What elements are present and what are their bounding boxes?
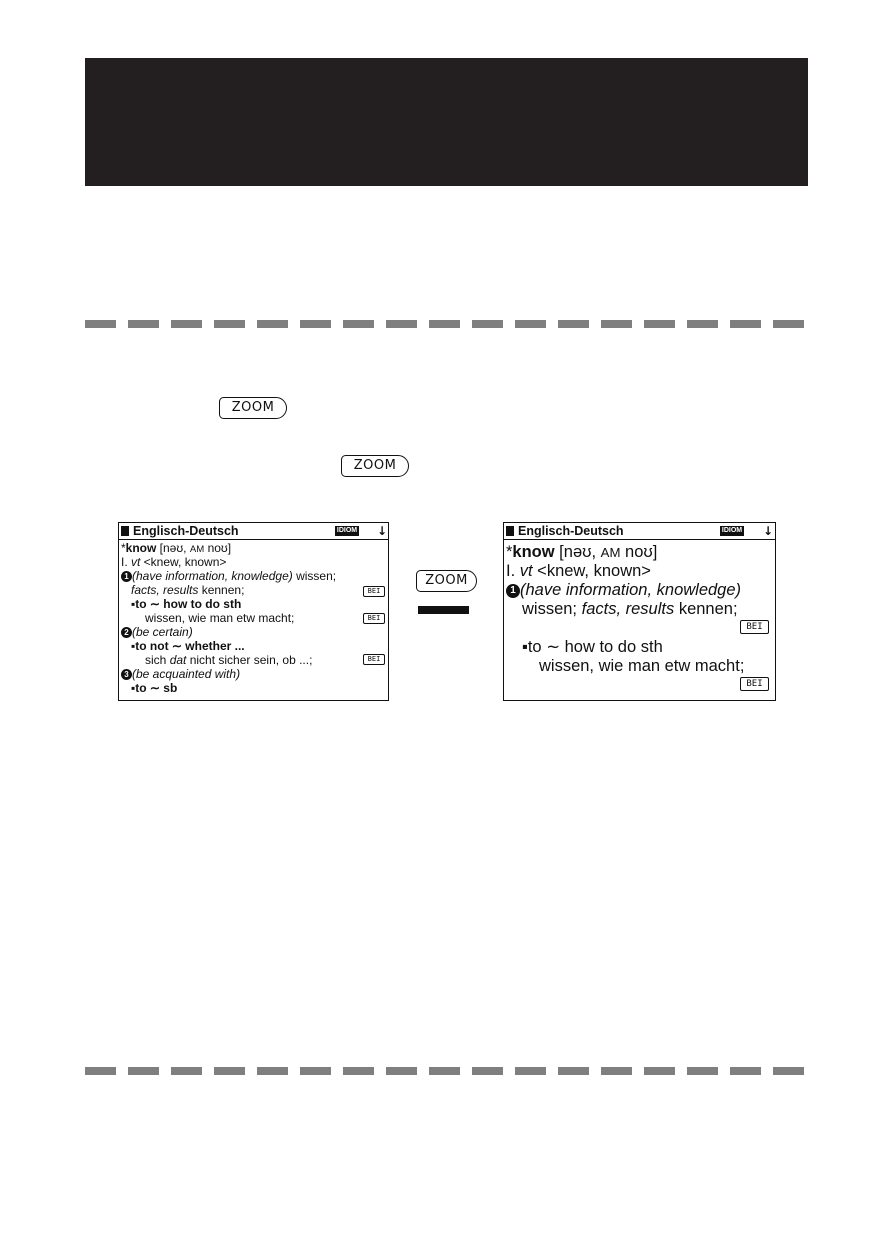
sense-1-line-2: wissen; facts, results kennen;: [522, 600, 738, 618]
sense-number-icon: 1: [506, 584, 520, 598]
sense-1-line-2: facts, results kennen;: [131, 583, 245, 597]
phrase-1-translation: wissen, wie man etw macht;: [539, 657, 745, 675]
sense-1-line: 1 (have information, knowledge) wissen;: [121, 570, 386, 584]
screen-header: [504, 523, 775, 540]
header-title: Englisch-Deutsch: [518, 524, 624, 538]
headword: know: [125, 541, 157, 555]
screen-header: [119, 523, 388, 540]
forms-line: I. vt <knew, known>: [121, 555, 227, 569]
sense-1-line: 1 (have information, knowledge): [506, 581, 773, 600]
dictionary-screen-normal: [118, 522, 389, 701]
phrase-2: ▪to not ∼ whether ...: [131, 639, 245, 653]
sense-number-icon: 3: [121, 669, 132, 680]
scroll-down-arrow-icon: ↓: [763, 524, 774, 538]
headword-line: *know [nəʊ, AM noʊ]: [506, 543, 658, 561]
bei-badge: BEI: [740, 677, 769, 691]
bei-badge: BEI: [363, 613, 385, 624]
idiom-badge: IDIOM: [336, 527, 358, 534]
sense-number-icon: 2: [121, 627, 132, 638]
phrase-1: ▪to ∼ how to do sth: [131, 597, 242, 611]
bei-badge: BEI: [363, 654, 385, 665]
forms-line: I. vt <knew, known>: [506, 562, 651, 580]
idiom-badge: IDIOM: [721, 527, 743, 534]
header-block-icon: [121, 526, 129, 536]
transition-arrow: [418, 606, 469, 614]
zoom-key-icon: ZOOM: [341, 455, 409, 477]
phrase-3: ▪to ∼ sb: [131, 681, 178, 695]
header-title: Englisch-Deutsch: [133, 524, 239, 538]
title-banner: [85, 58, 808, 186]
phrase-1: ▪to ∼ how to do sth: [522, 638, 663, 656]
sense-2-line: 2 (be certain): [121, 626, 386, 640]
headword: know: [512, 543, 555, 561]
sense-number-icon: 1: [121, 571, 132, 582]
section-divider-bottom: [85, 1067, 808, 1075]
section-divider-top: [85, 320, 808, 328]
dictionary-screen-zoomed: [503, 522, 776, 701]
bei-badge: BEI: [363, 586, 385, 597]
phrase-2-translation: sich dat nicht sicher sein, ob ...;: [145, 653, 313, 667]
sense-3-line: 3 (be acquainted with): [121, 668, 386, 682]
phrase-1-translation: wissen, wie man etw macht;: [145, 611, 295, 625]
zoom-key-icon: ZOOM: [416, 570, 477, 592]
scroll-down-arrow-icon: ↓: [377, 524, 388, 538]
header-block-icon: [506, 526, 514, 536]
headword-line: *know [nəʊ, AM noʊ]: [121, 541, 232, 555]
bei-badge: BEI: [740, 620, 769, 634]
zoom-key-icon: ZOOM: [219, 397, 287, 419]
